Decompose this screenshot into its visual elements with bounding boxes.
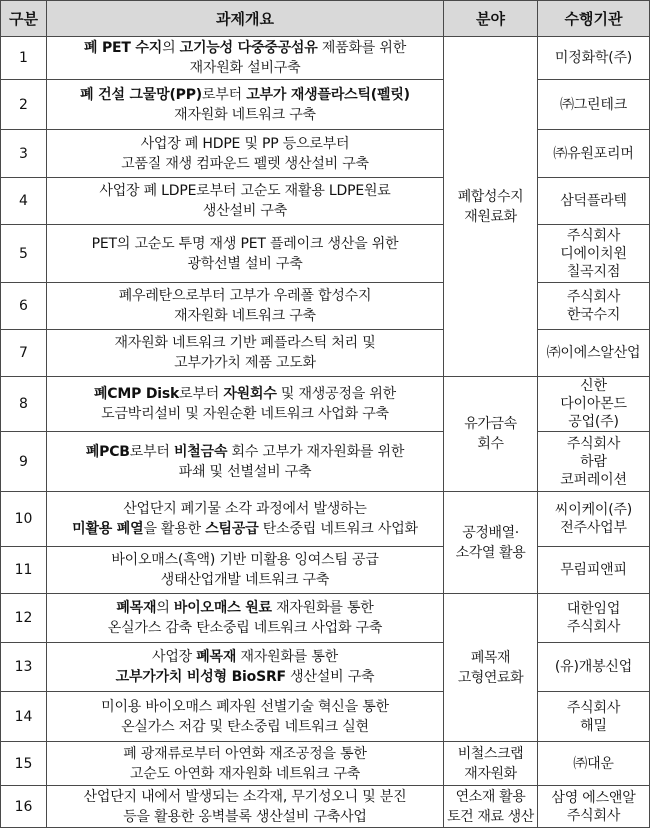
table-row — [1, 786, 650, 828]
organization-name: 주식회사 — [566, 227, 621, 244]
row-number: 11 — [1, 547, 47, 594]
organization-name: 무림피앤피 — [560, 562, 627, 578]
summary-line — [49, 58, 441, 78]
field-text: 고형연료화 — [457, 669, 524, 686]
row-number: 16 — [1, 786, 47, 828]
organization-name: 주식회사 — [566, 619, 621, 635]
summary-line — [49, 38, 441, 58]
summary-text: 탄소중립 네트워크 사업화 — [258, 521, 418, 537]
summary-line — [49, 807, 441, 827]
summary-text: 재자원화를 통한 — [271, 600, 374, 616]
organization-name: 전주사업부 — [560, 520, 627, 536]
summary-line — [49, 134, 441, 154]
header-no: 구분 — [1, 1, 47, 37]
table-row — [1, 130, 650, 178]
organization-name: 주식회사 — [566, 807, 621, 824]
field-cell — [444, 377, 538, 492]
organization-cell — [538, 547, 650, 594]
summary-text: 폐 광재류로부터 아연화 재조공정을 통한 — [123, 745, 367, 762]
organization-name: ㈜그린테크 — [559, 96, 628, 113]
summary-text: 고부가가치 제품 고도화 — [174, 355, 316, 371]
organization-cell — [538, 594, 650, 643]
summary-text: 을 활용한 — [143, 521, 206, 537]
row-number: 15 — [1, 742, 47, 786]
field-text: 소각열 활용 — [455, 544, 526, 561]
table-row — [1, 547, 650, 594]
table-row — [1, 283, 650, 330]
summary-text-bold: 미활용 폐열 — [72, 521, 144, 537]
organization-cell — [538, 283, 650, 330]
summary-line — [49, 384, 441, 404]
organization-name: 해밀 — [580, 717, 607, 734]
organization-name: 다이아몬드 — [560, 396, 627, 412]
summary-text: 의 — [156, 600, 174, 616]
summary-line — [49, 234, 441, 254]
summary-text-bold: 고부가 재생플라스틱(펠릿) — [246, 86, 410, 103]
row-number: 7 — [1, 330, 47, 377]
task-summary-cell — [47, 80, 444, 130]
row-number: 5 — [1, 225, 47, 283]
row-number: 10 — [1, 492, 47, 547]
summary-line — [49, 787, 441, 807]
summary-text: 온실가스 저감 및 탄소중립 네트워크 실현 — [121, 718, 369, 735]
organization-name: 주식회사 — [566, 435, 621, 452]
summary-text: 산업단지 내에서 발생되는 소각재, 무기성오니 및 분진 — [83, 788, 407, 805]
organization-cell — [538, 692, 650, 742]
summary-text: 도금박리설비 및 자원순환 네트워크 사업화 구축 — [101, 406, 389, 422]
table-row — [1, 492, 650, 547]
summary-line — [49, 667, 441, 687]
field-text: 폐합성수지 — [457, 188, 524, 205]
organization-cell — [538, 492, 650, 547]
table-row — [1, 80, 650, 130]
summary-line — [49, 154, 441, 174]
summary-text: 재자원화 설비구축 — [189, 60, 301, 76]
row-number: 14 — [1, 692, 47, 742]
table-row — [1, 432, 650, 492]
task-summary-cell — [47, 37, 444, 80]
summary-text: 회수 고부가 재자원화를 위한 — [227, 443, 405, 460]
task-summary-cell — [47, 432, 444, 492]
organization-cell — [538, 643, 650, 692]
summary-text-bold: 폐목재 — [196, 649, 237, 665]
summary-text: 로부터 — [201, 86, 247, 103]
summary-text: 제품화를 위한 — [317, 40, 407, 56]
summary-text-bold: 고기능성 다중중공섬유 — [179, 40, 318, 56]
summary-text-bold: 스팀공급 — [205, 521, 259, 537]
table-row — [1, 742, 650, 786]
field-text: 재원료화 — [464, 208, 517, 225]
summary-line — [49, 286, 441, 306]
organization-name: 삼덕플라텍 — [560, 193, 627, 209]
summary-text: 고품질 재생 컴파운드 펠렛 생산설비 구축 — [121, 155, 369, 172]
summary-text-bold: 폐 건설 그물망(PP) — [80, 86, 202, 103]
organization-name: 공업(주) — [568, 414, 619, 430]
task-summary-cell — [47, 130, 444, 178]
organization-cell — [538, 786, 650, 828]
task-summary-cell — [47, 643, 444, 692]
organization-name: 디에이치원 — [560, 245, 627, 262]
table-row — [1, 594, 650, 643]
row-number: 9 — [1, 432, 47, 492]
row-number: 3 — [1, 130, 47, 178]
organization-cell — [538, 37, 650, 80]
table-row — [1, 692, 650, 742]
row-number: 1 — [1, 37, 47, 80]
field-text: 폐목재 — [470, 649, 511, 666]
organization-name: (유)개봉신업 — [554, 659, 633, 675]
field-cell — [444, 742, 538, 786]
organization-name: 씨이케이(주) — [554, 502, 633, 518]
summary-text-bold: 고부가가치 비성형 BioSRF — [115, 669, 286, 685]
table-row — [1, 377, 650, 432]
organization-cell — [538, 130, 650, 178]
field-text: 회수 — [477, 436, 504, 452]
summary-line — [49, 462, 441, 482]
summary-line — [49, 550, 441, 570]
summary-line — [49, 647, 441, 667]
row-number: 2 — [1, 80, 47, 130]
summary-line — [49, 519, 441, 539]
summary-text: 재자원화 네트워크 구축 — [174, 106, 316, 123]
summary-text-bold: 바이오매스 원료 — [173, 600, 272, 616]
task-summary-cell — [47, 225, 444, 283]
row-number: 12 — [1, 594, 47, 643]
organization-cell — [538, 377, 650, 432]
summary-line — [49, 201, 441, 221]
summary-text: 및 재생공정을 위한 — [276, 386, 396, 402]
organization-cell — [538, 178, 650, 225]
organization-name: 코퍼레이션 — [560, 471, 627, 488]
summary-line — [49, 353, 441, 373]
summary-line — [49, 717, 441, 737]
header-row — [1, 1, 650, 37]
table-row — [1, 225, 650, 283]
task-summary-cell — [47, 742, 444, 786]
summary-line — [49, 764, 441, 784]
organization-name: 주식회사 — [566, 699, 621, 716]
summary-line — [49, 697, 441, 717]
summary-line — [49, 181, 441, 201]
organization-cell — [538, 432, 650, 492]
organization-cell — [538, 80, 650, 130]
summary-text: 생산설비 구축 — [285, 669, 375, 685]
summary-text: 재자원화를 통한 — [236, 649, 338, 665]
summary-text: 생산설비 구축 — [202, 203, 288, 219]
organization-cell — [538, 330, 650, 377]
organization-name: 한국수지 — [566, 307, 621, 323]
summary-text: 의 — [162, 40, 180, 56]
field-cell — [444, 492, 538, 594]
field-text: 공정배열· — [462, 524, 519, 541]
organization-cell — [538, 742, 650, 786]
summary-text: 산업단지 폐기물 소각 과정에서 발생하는 — [123, 501, 367, 517]
summary-text: 온실가스 감축 탄소중립 네트워크 사업화 구축 — [107, 620, 383, 636]
field-text: 토건 재료 생산 — [447, 808, 534, 825]
table-row — [1, 178, 650, 225]
summary-line — [49, 598, 441, 618]
row-number: 13 — [1, 643, 47, 692]
summary-line — [49, 442, 441, 462]
summary-text-bold: 폐목재 — [116, 600, 157, 616]
task-summary-cell — [47, 330, 444, 377]
row-number: 4 — [1, 178, 47, 225]
summary-line — [49, 105, 441, 125]
organization-name: ㈜이에스알산업 — [546, 345, 641, 361]
task-summary-cell — [47, 377, 444, 432]
field-text: 비철스크랩 — [457, 745, 524, 762]
task-summary-cell — [47, 492, 444, 547]
organization-name: 주식회사 — [566, 289, 621, 305]
summary-text: 사업장 — [152, 649, 197, 665]
header-field: 분야 — [444, 1, 538, 37]
summary-text: 파쇄 및 선별설비 구축 — [178, 463, 312, 480]
summary-text: 사업장 폐 HDPE 및 PP 등으로부터 — [140, 135, 350, 152]
organization-name: 대한임업 — [566, 601, 621, 617]
summary-line — [49, 570, 441, 590]
summary-text: 미이용 바이오매스 폐자원 선별기술 혁신을 통한 — [101, 698, 389, 715]
header-org: 수행기관 — [538, 1, 650, 37]
summary-text: 재자원화 네트워크 구축 — [174, 308, 316, 324]
summary-text: 바이오매스(흑액) 기반 미활용 잉여스팀 공급 — [111, 552, 379, 568]
summary-line — [49, 499, 441, 519]
summary-text-bold: 자원회수 — [223, 386, 277, 402]
summary-text-bold: 폐PCB — [85, 443, 130, 460]
field-text: 연소재 활용 — [455, 788, 526, 805]
field-cell — [444, 594, 538, 742]
organization-name: 삼영 에스앤알 — [551, 789, 636, 806]
summary-line — [49, 404, 441, 424]
summary-text: 광학선별 설비 구축 — [187, 255, 303, 272]
table-row — [1, 37, 650, 80]
organization-cell — [538, 225, 650, 283]
task-summary-cell — [47, 692, 444, 742]
table-row — [1, 643, 650, 692]
header-summary: 과제개요 — [47, 1, 444, 37]
summary-text-bold: 비철금속 — [173, 443, 228, 460]
organization-name: ㈜대운 — [573, 755, 614, 772]
summary-text: 로부터 — [179, 386, 224, 402]
summary-text: 등을 활용한 옹벽블록 생산설비 구축사업 — [123, 808, 367, 825]
organization-name: 칠곡지점 — [566, 263, 621, 280]
task-summary-cell — [47, 786, 444, 828]
table-body — [1, 37, 650, 828]
summary-line — [49, 254, 441, 274]
summary-line — [49, 85, 441, 105]
summary-text: 고순도 아연화 재자원화 네트워크 구축 — [129, 765, 361, 782]
summary-text: 재자원화 네트워크 기반 폐플라스틱 처리 및 — [114, 335, 376, 351]
table-header — [1, 1, 650, 37]
summary-text: PET의 고순도 투명 재생 PET 플레이크 생산을 위한 — [91, 235, 399, 252]
task-summary-cell — [47, 547, 444, 594]
summary-text: 사업장 폐 LDPE로부터 고순도 재활용 LDPE원료 — [99, 183, 391, 199]
organization-name: ㈜유원포리머 — [553, 145, 634, 162]
field-text: 유가금속 — [464, 416, 517, 432]
task-summary-cell — [47, 594, 444, 643]
summary-line — [49, 306, 441, 326]
table-row — [1, 330, 650, 377]
organization-name: 하람 — [580, 453, 607, 470]
row-number: 6 — [1, 283, 47, 330]
task-summary-cell — [47, 283, 444, 330]
summary-text-bold: 폐CMP Disk — [93, 386, 180, 402]
summary-text: 로부터 — [129, 443, 174, 460]
field-cell — [444, 37, 538, 377]
organization-name: 신한 — [580, 378, 607, 394]
row-number: 8 — [1, 377, 47, 432]
summary-line — [49, 744, 441, 764]
summary-text: 폐우레탄으로부터 고부가 우레폴 합성수지 — [118, 288, 372, 304]
summary-text: 생태산업개발 네트워크 구축 — [160, 572, 330, 588]
organization-name: 미정화학(주) — [554, 50, 633, 66]
summary-line — [49, 618, 441, 638]
summary-text-bold: 폐 PET 수지 — [83, 40, 163, 56]
field-cell — [444, 786, 538, 828]
field-text: 재자원화 — [464, 765, 517, 782]
summary-line — [49, 333, 441, 353]
task-summary-cell — [47, 178, 444, 225]
